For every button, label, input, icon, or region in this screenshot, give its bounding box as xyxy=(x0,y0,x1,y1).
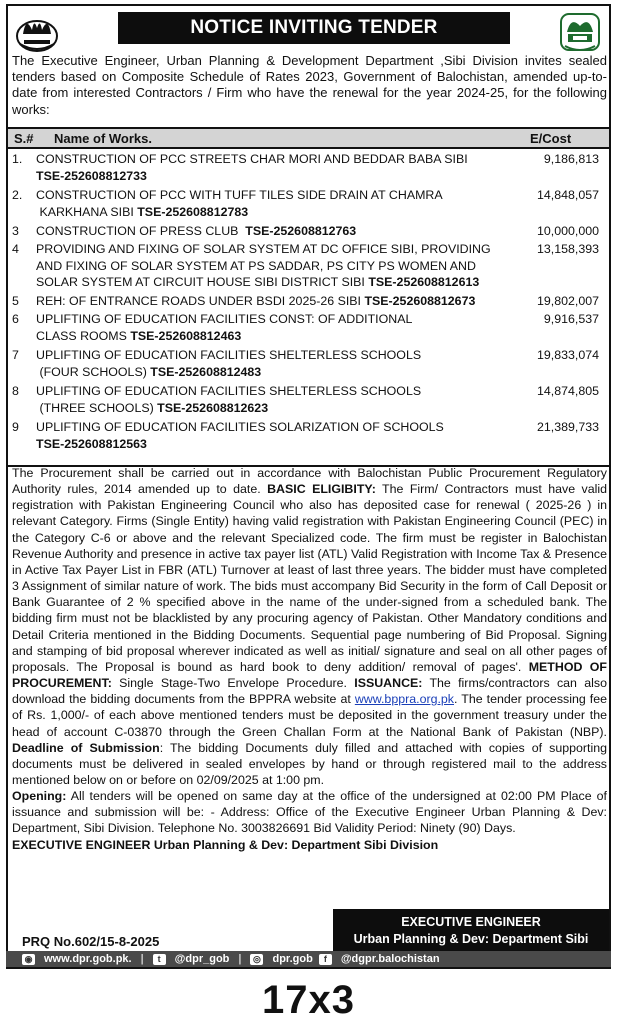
row-estimated-cost: 9,186,813 xyxy=(543,152,599,166)
balochistan-govt-emblem-icon xyxy=(557,10,603,54)
row-work-name: CONSTRUCTION OF PCC WITH TUFF TILES SIDE DRAIN AT CHAMRA KARKHANA SIBI TSE-252608812783 xyxy=(36,188,443,219)
divider: | xyxy=(140,953,144,965)
row-work-name: UPLIFTING OF EDUCATION FACILITIES CONST: OF ADDITIONAL CLASS ROOMS TSE-252608812463 xyxy=(36,312,413,343)
facebook-icon: f xyxy=(319,954,332,965)
signatory-dept: Urban Planning & Dev: Department Sibi xyxy=(353,932,589,946)
signature-line: EXECUTIVE ENGINEER Urban Planning & Dev: Department Sibi Division xyxy=(12,837,439,852)
row-sno: 3 xyxy=(12,224,19,238)
tender-id: TSE-252608812563 xyxy=(36,436,147,451)
row-sno: 6 xyxy=(12,312,19,326)
tender-id: TSE-252608812763 xyxy=(241,224,357,238)
tender-id: TSE-252608812623 xyxy=(153,400,269,415)
tender-id: TSE-252608812783 xyxy=(133,204,249,219)
instagram-handle[interactable]: dpr.gob xyxy=(272,953,313,965)
tender-id: TSE-252608812733 xyxy=(36,168,147,183)
fee-text: . The tender processing fee of Rs. 1,000/- of each above mentioned tenders must be deposited in the government treasury under the head of account C-03870 through the Green Challan Form at the National Bank of Pakistan (NBP). xyxy=(12,692,607,739)
method-text: Single Stage-Two Envelope Procedure. xyxy=(111,676,347,691)
tender-notice xyxy=(6,4,611,969)
twitter-handle[interactable]: @dpr_gob xyxy=(174,953,230,965)
row-estimated-cost: 21,389,733 xyxy=(536,420,599,434)
issuance-text: The firms/contractors can also download the bidding documents from the BPPRA website at xyxy=(12,676,607,707)
deadline-label: Deadline of Submission xyxy=(12,740,160,755)
header-name-of-works: Name of Works. xyxy=(54,131,153,146)
row-work-name: UPLIFTING OF EDUCATION FACILITIES SOLARIZATION OF SCHOOLS TSE-252608812563 xyxy=(36,419,506,452)
eligibility-text: The Firm/ Contractors must have valid registration with Pakistan Engineering Council who also has deposited case for renewal ( 2025-26 ) in relevant Category. Firms (Single Entity) having valid registration with Pakistan Engineering Council (PEC) in the Category C-6 or above and the relevant Specialized code. The firm must be register in Balochistan Revenue Authority and presence in active tax payer list (ATL) Valid Registration with Income Tax & Presence in Active Tax Payer List in FBR (ATL) Turnover at least of last three years. The bidder must have completed 3 Assignment of similar nature of work. The bids must accompany Bid Security in the form of Call Deposit or Bank Guarantee of 2 % specified above in the name of the under-signed from a scheduled bank. The bidding firm must not be blacklisted by any procuring agency of Pakistan. Other Mandatory conditions and Detail Criteria mentioned in the Bidding Documents. Sequential page numbering of Bid Proposal. Signing and stamping of bid proposal wherever indicated as well as initial/ signature and seal on all other pages of proposals. The Proposal is bound as hard book to deny addition/ removal of pages'. xyxy=(12,482,607,674)
header-cost: E/Cost xyxy=(530,131,572,146)
row-estimated-cost: 10,000,000 xyxy=(536,224,599,238)
facebook-handle[interactable]: @dgpr.balochistan xyxy=(340,953,440,965)
row-sno: 9 xyxy=(12,420,19,434)
row-sno: 7 xyxy=(12,348,19,362)
row-estimated-cost: 19,833,074 xyxy=(536,348,599,362)
deadline-text: : The bidding Documents duly filled and attached with copies of supporting documents must be delivered in sealed envelopes by hand or through registered mail to the address mentioned below on or before on 02/09/2025 at 1:00 pm. xyxy=(12,740,607,787)
signatory-box xyxy=(333,909,609,955)
globe-icon: ◉ xyxy=(22,954,35,965)
row-work-name: REH: OF ENTRANCE ROADS UNDER BSDI 2025-26 SIBI TSE-252608812673 xyxy=(36,294,476,308)
intro-paragraph: The Executive Engineer, Urban Planning & Development Department ,Sibi Division invites sealed tenders based on Composite Schedule of Rates 2023, Government of Balochistan, amended up-to-date from interested Contractors / Firm who have the renewal for the year 2024-25, for the following works: xyxy=(12,53,607,117)
opening-text: All tenders will be opened on same day at the office of the undersigned at 02:00 PM Place of issuance and submission will be: - Address: Office of the Executive Engineer Urban Planning & Dev: Department, Sibi Division. Telephone No. 3003826691 Bid Validity Period: Ninety (90) Days. xyxy=(12,789,607,836)
table-body xyxy=(8,149,609,467)
balochistan-govt-seal-icon xyxy=(14,10,60,54)
row-estimated-cost: 13,158,393 xyxy=(536,242,599,256)
row-work-name: UPLIFTING OF EDUCATION FACILITIES SHELTERLESS SCHOOLS (THREE SCHOOLS) TSE-252608812623 xyxy=(36,384,422,415)
bppra-website-link[interactable]: www.bppra.org.pk xyxy=(354,692,455,707)
row-sno: 8 xyxy=(12,384,19,398)
row-work-name: CONSTRUCTION OF PCC STREETS CHAR MORI AND BEDDAR BABA SIBI TSE-252608812733 xyxy=(36,151,506,184)
prq-number: PRQ No.602/15-8-2025 xyxy=(22,934,160,949)
twitter-icon: t xyxy=(153,954,166,965)
works-table xyxy=(8,127,609,467)
row-estimated-cost: 9,916,537 xyxy=(543,312,599,326)
tender-id: TSE-252608812673 xyxy=(361,294,476,308)
issuance-label: ISSUANCE: xyxy=(354,676,423,691)
row-sno: 1. xyxy=(12,152,23,166)
opening-label: Opening: xyxy=(12,789,67,804)
method-label: METHOD OF PROCUREMENT: xyxy=(12,659,607,691)
row-work-name: PROVIDING AND FIXING OF SOLAR SYSTEM AT DC OFFICE SIBI, PROVIDING AND FIXING OF SOLAR SYSTEM AT PS SADDAR, PS CITY PS WOMEN AND SOLAR SYSTEM AT CIRCUIT HOUSE SIBI DISTRICT SIBI TSE-252608812613 xyxy=(36,242,491,290)
divider: | xyxy=(238,953,242,965)
signatory-title: EXECUTIVE ENGINEER xyxy=(401,915,541,929)
row-estimated-cost: 14,848,057 xyxy=(536,188,599,202)
ad-size-label: 17x3 xyxy=(262,978,355,1022)
procurement-text: The Procurement shall be carried out in accordance with Balochistan Public Procurement Regulatory Authority rules, 2014 amended up to date. xyxy=(12,466,607,497)
terms-body xyxy=(12,465,607,853)
row-sno: 4 xyxy=(12,242,19,256)
page-title: NOTICE INVITING TENDER xyxy=(118,12,510,44)
social-bar xyxy=(6,951,611,967)
instagram-icon: ◎ xyxy=(250,954,263,965)
header-sno: S.# xyxy=(14,131,34,146)
row-estimated-cost: 19,802,007 xyxy=(536,294,599,308)
tender-id: TSE-252608812483 xyxy=(146,364,262,379)
eligibility-label: BASIC ELIGIBITY: xyxy=(267,482,376,497)
tender-id: TSE-252608812463 xyxy=(126,328,242,343)
table-header xyxy=(8,127,609,149)
row-estimated-cost: 14,874,805 xyxy=(536,384,599,398)
website-link[interactable]: www.dpr.gob.pk. xyxy=(44,953,132,965)
row-work-name: CONSTRUCTION OF PRESS CLUB TSE-252608812763 xyxy=(36,224,357,238)
row-work-name: UPLIFTING OF EDUCATION FACILITIES SHELTERLESS SCHOOLS (FOUR SCHOOLS) TSE-252608812483 xyxy=(36,348,422,379)
row-sno: 2. xyxy=(12,188,23,202)
row-sno: 5 xyxy=(12,294,19,308)
tender-id: TSE-252608812613 xyxy=(364,275,480,290)
